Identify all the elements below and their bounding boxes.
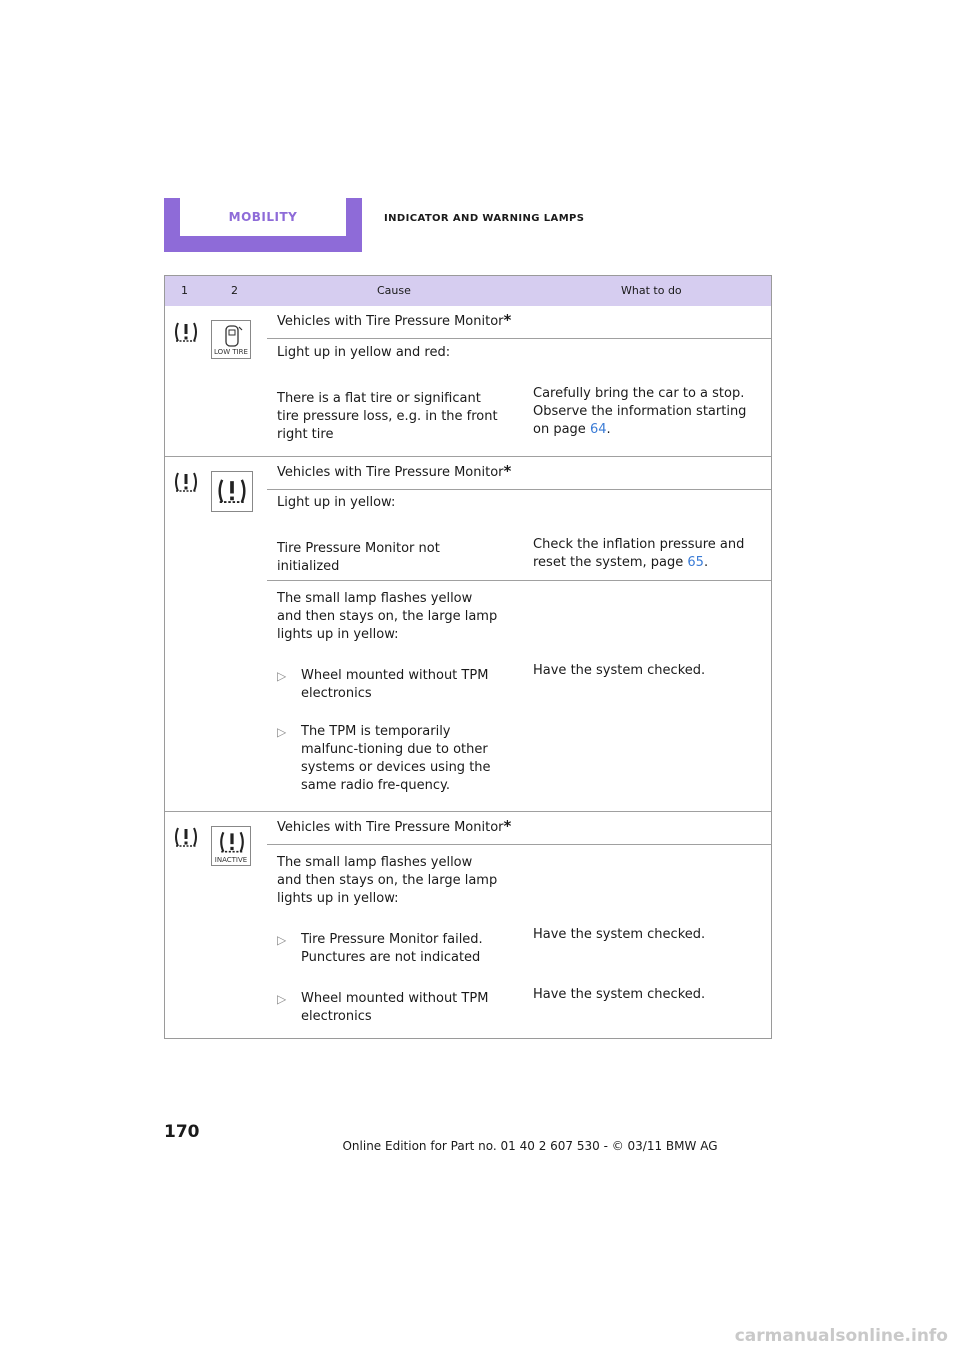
row2-action2: Have the system checked.: [533, 663, 706, 678]
watermark: carmanualsonline.info: [734, 1326, 948, 1346]
tire-pressure-warning-icon: [173, 825, 199, 849]
row1-condition: Light up in yellow and red:: [277, 345, 451, 360]
footer-text: Online Edition for Part no. 01 40 2 607 530 - © 03/11 BMW AG: [342, 1139, 718, 1153]
tpm-large-lamp-icon: [211, 471, 253, 512]
row2-divider: [267, 489, 771, 490]
low-tire-label: LOW TIRE: [214, 348, 248, 356]
row1-cause: There is a flat tire or significant tire pressure loss, e.g. in the front right tire: [277, 391, 498, 442]
page-number: 170: [164, 1122, 200, 1142]
row3-action1: Have the system checked.: [533, 927, 706, 942]
tpm-inactive-lamp-icon: [211, 826, 251, 866]
row3-divider: [267, 844, 771, 845]
row-divider: [165, 456, 771, 457]
row2-bullet1: Wheel mounted without TPM electronics: [301, 668, 489, 701]
row3-bullet2: Wheel mounted without TPM electronics: [301, 991, 489, 1024]
row3-condition: The small lamp flashes yellow and then stays on, the large lamp lights up in yellow:: [277, 855, 498, 906]
tire-pressure-warning-icon: [173, 470, 199, 494]
row2-cause: Tire Pressure Monitor not initialized: [277, 541, 440, 574]
tire-warning-icon: [216, 476, 248, 506]
row2-action: Check the inflation pressure and reset the system, page 65.: [533, 537, 745, 570]
col-2-header: 2: [231, 284, 238, 297]
section-tab: [164, 198, 362, 252]
row1-action: Carefully bring the car to a stop. Observe the information starting on page 64.: [533, 386, 747, 437]
row2-subdivider: [267, 580, 771, 581]
col-cause-header: Cause: [377, 284, 411, 297]
row2-heading: Vehicles with Tire Pressure Monitor*: [277, 462, 512, 480]
bullet-arrow-icon: ▷: [277, 725, 287, 739]
col-1-header: 1: [181, 284, 188, 297]
bullet-arrow-icon: ▷: [277, 992, 287, 1006]
page-64-link[interactable]: 64: [589, 422, 607, 437]
chapter-title: INDICATOR AND WARNING LAMPS: [384, 213, 585, 224]
row-divider: [165, 811, 771, 812]
low-tire-lamp-icon: [211, 320, 251, 359]
row2-condition: Light up in yellow:: [277, 495, 396, 510]
page-65-link[interactable]: 65: [687, 555, 704, 570]
indicator-table: [164, 275, 772, 1039]
table-header: [165, 276, 771, 306]
tire-pressure-warning-icon: [173, 320, 199, 344]
bullet-arrow-icon: ▷: [277, 669, 287, 683]
tire-warning-icon: [218, 829, 246, 855]
row2-cause2: The small lamp flashes yellow and then stays on, the large lamp lights up in yellow:: [277, 591, 498, 642]
bullet-arrow-icon: ▷: [277, 933, 287, 947]
row1-heading: Vehicles with Tire Pressure Monitor*: [277, 311, 512, 329]
inactive-label: INACTIVE: [214, 856, 248, 864]
row3-heading: Vehicles with Tire Pressure Monitor*: [277, 817, 512, 835]
row3-bullet1: Tire Pressure Monitor failed. Punctures are not indicated: [301, 932, 483, 965]
row1-divider: [267, 338, 771, 339]
col-todo-header: What to do: [621, 284, 682, 297]
row2-bullet2: The TPM is temporarily malfunc-tioning due to other systems or devices using the same radio fre-quency.: [301, 724, 491, 793]
car-outline-icon: [221, 325, 243, 347]
row3-action2: Have the system checked.: [533, 987, 706, 1002]
section-label: MOBILITY: [180, 198, 346, 236]
